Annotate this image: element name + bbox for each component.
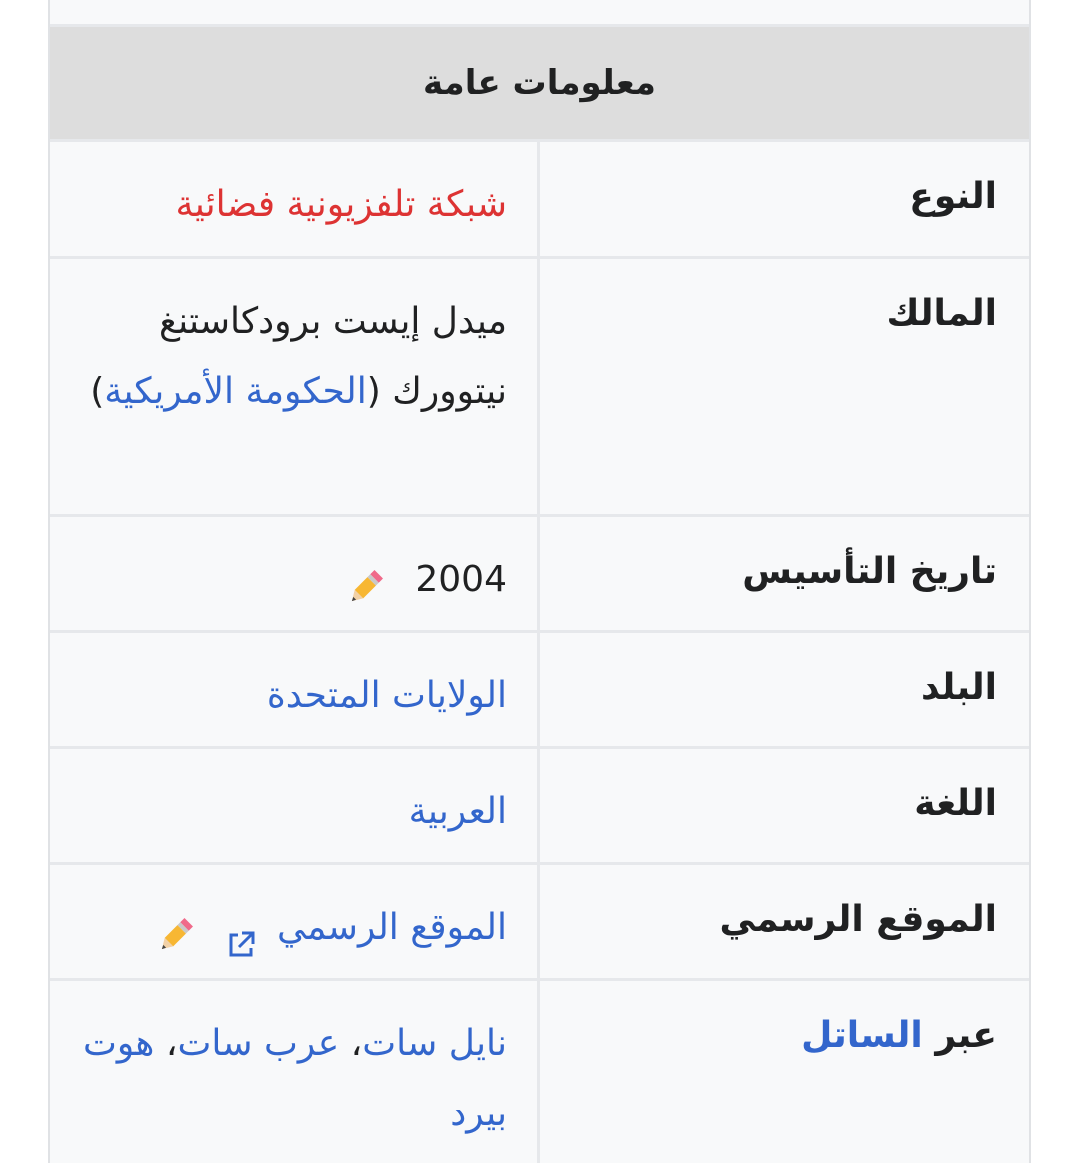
pencil-icon[interactable] bbox=[346, 561, 386, 601]
row-owner-label: المالك bbox=[540, 259, 1029, 514]
row-country-label: البلد bbox=[540, 633, 1029, 746]
language-link[interactable]: العربية bbox=[408, 791, 507, 832]
row-type bbox=[50, 139, 1029, 256]
row-website bbox=[50, 862, 1029, 978]
row-country bbox=[50, 630, 1029, 746]
owner-name: ميدل إيست برودكاستنغ نيتوورك ( bbox=[158, 301, 507, 412]
infobox-header bbox=[50, 27, 1029, 139]
type-link[interactable]: شبكة تلفزيونية فضائية bbox=[175, 184, 507, 225]
satellite-hotbird-link[interactable]: هوت بيرد bbox=[82, 1023, 507, 1134]
satellite-label-link[interactable]: الساتل bbox=[801, 1015, 923, 1056]
row-owner bbox=[50, 256, 1029, 514]
satellite-separator: ، bbox=[339, 1023, 363, 1064]
satellite-nilesat-link[interactable]: نايل سات bbox=[362, 1023, 507, 1064]
owner-close-paren: ) bbox=[90, 371, 105, 412]
row-type-label: النوع bbox=[540, 142, 1029, 256]
row-language-label: اللغة bbox=[540, 749, 1029, 862]
satellite-separator: ، bbox=[154, 1023, 178, 1064]
owner-government-link[interactable]: الحكومة الأمريكية bbox=[104, 371, 367, 412]
pencil-icon[interactable] bbox=[156, 909, 196, 949]
row-satellite-label bbox=[540, 981, 1029, 1163]
row-satellite bbox=[50, 978, 1029, 1163]
row-language bbox=[50, 746, 1029, 862]
satellite-arabsat-link[interactable]: عرب سات bbox=[177, 1023, 340, 1064]
infobox bbox=[48, 0, 1031, 1163]
row-website-label: الموقع الرسمي bbox=[540, 865, 1029, 978]
infobox-header-title: معلومات عامة bbox=[423, 63, 656, 103]
row-founded bbox=[50, 514, 1029, 630]
infobox-top-strip bbox=[50, 0, 1029, 27]
website-link[interactable]: الموقع الرسمي bbox=[276, 907, 507, 948]
country-link[interactable]: الولايات المتحدة bbox=[266, 675, 507, 716]
founded-year: 2004 bbox=[415, 559, 507, 600]
satellite-label-prefix: عبر bbox=[935, 1015, 997, 1056]
row-founded-label: تاريخ التأسيس bbox=[540, 517, 1029, 630]
external-link-icon bbox=[226, 914, 256, 944]
